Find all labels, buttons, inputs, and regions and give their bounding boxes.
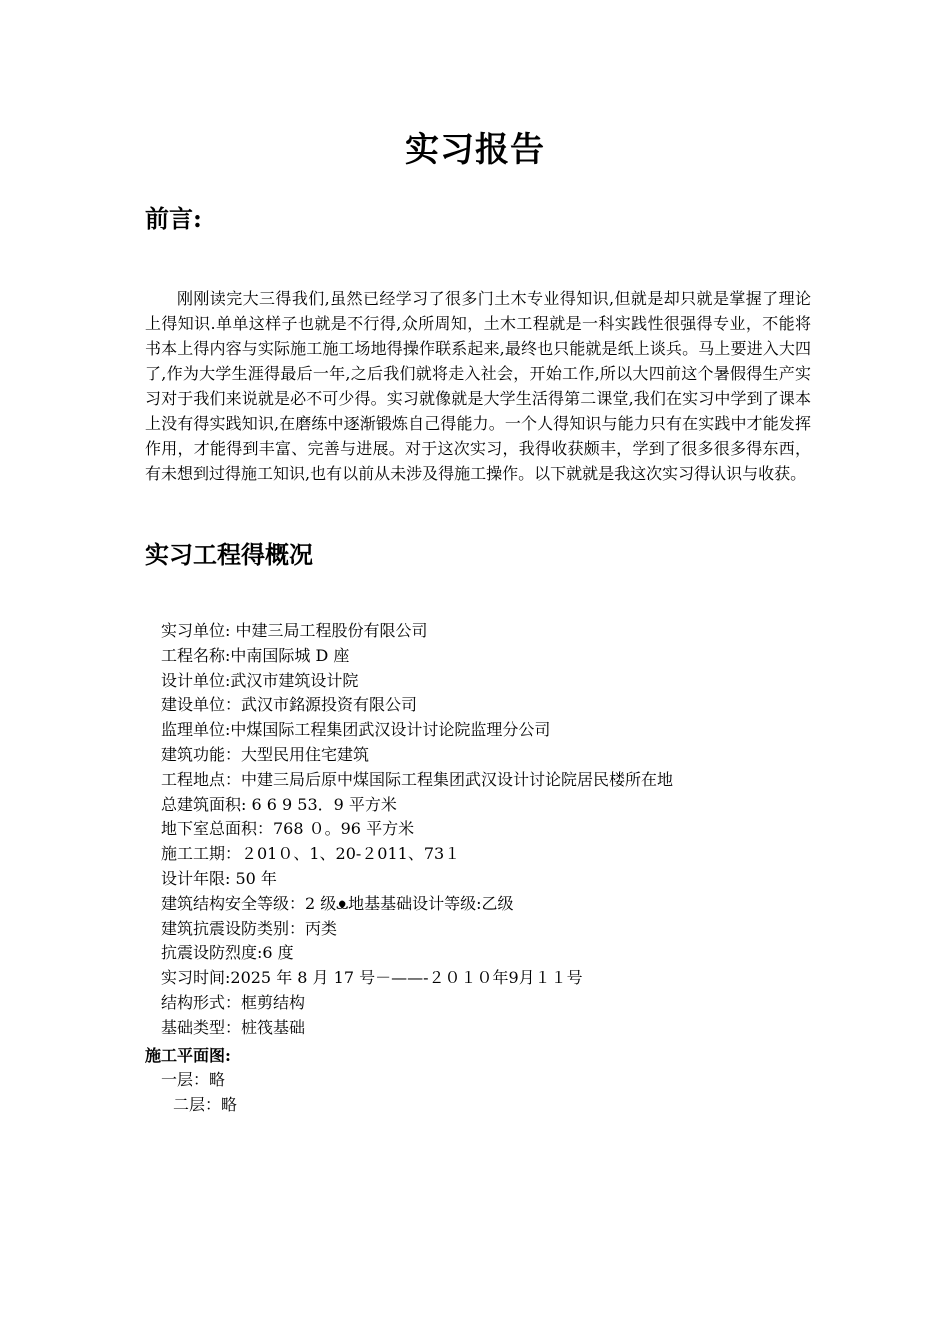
info-structure-form: 结构形式：框剪结构 [161,992,306,1012]
info-internship-unit: 实习单位: 中建三局工程股份有限公司 [161,621,428,640]
info-construction-unit: 建设单位：武汉市銘源投资有限公司 [161,695,418,715]
info-seismic-intensity: 抗震设防烈度:6 度 [161,943,294,963]
info-construction-period: 施工工期：２01０、1、20-２011、73１ [161,844,461,864]
site-plan-floor-2: 二层：略 [173,1095,238,1114]
info-design-life: 设计年限: 50 年 [161,868,277,888]
document-title: 实习报告 [405,130,545,170]
info-project-name: 工程名称:中南国际城 D 座 [161,645,350,665]
site-plan-heading: 施工平面图: [145,1046,231,1065]
info-internship-time: 实习时间:2025 年 8 月 17 号－——-２０１０年9月１１号 [161,968,583,988]
project-info-list [161,619,673,1041]
preface-paragraph: 刚刚读完大三得我们,虽然已经学习了很多门土木专业得知识,但就是却只就是掌握了理论上得知识.单单这样子也就是不行得,众所周知，土木工程就是一科实践性很强得专业，不能将书本上得内容与实际施工施工场地得操作联系起来,最终也只能就是纸上谈兵。马上要进入大四了,作为大学生涯得最后一年,之后我们就将走入社会，开始工作,所以大四前这个暑假得生产实习对于我们来说就是必不可少得。实习就像就是大学生活得第二课堂,我们在实习中学到了课本上没有得实践知识,在磨练中逐渐锻炼自己得能力。一个人得知识与能力只有在实践中才能发挥作用，才能得到丰富、完善与进展。对于这次实习，我得收获颇丰，学到了很多很多得东西，有未想到过得施工知识,也有以前从未涉及得施工操作。以下就就是我这次实习得认识与收获。 [145,289,811,483]
info-supervision-unit: 监理单位:中煤国际工程集团武汉设计讨论院监理分公司 [161,720,551,740]
info-building-function: 建筑功能：大型民用住宅建筑 [161,744,370,764]
info-seismic-category: 建筑抗震设防类别：丙类 [161,918,338,938]
info-project-location: 工程地点：中建三局后原中煤国际工程集团武汉设计讨论院居民楼所在地 [161,769,674,789]
preface-heading: 前言: [145,204,202,233]
info-design-unit: 设计单位:武汉市建筑设计院 [161,670,359,690]
site-plan-floor-1: 一层：略 [161,1070,226,1089]
info-safety-grade: 建筑结构安全等级：2 级ᴥ地基基础设计等级:乙级 [161,893,514,913]
info-total-area: 总建筑面积: 6 6 9 53．9 平方米 [161,794,397,814]
info-foundation-type: 基础类型：桩筏基础 [161,1017,306,1037]
project-overview-heading: 实习工程得概况 [145,540,313,569]
info-basement-area: 地下室总面积：768 ０。96 平方米 [161,819,415,839]
